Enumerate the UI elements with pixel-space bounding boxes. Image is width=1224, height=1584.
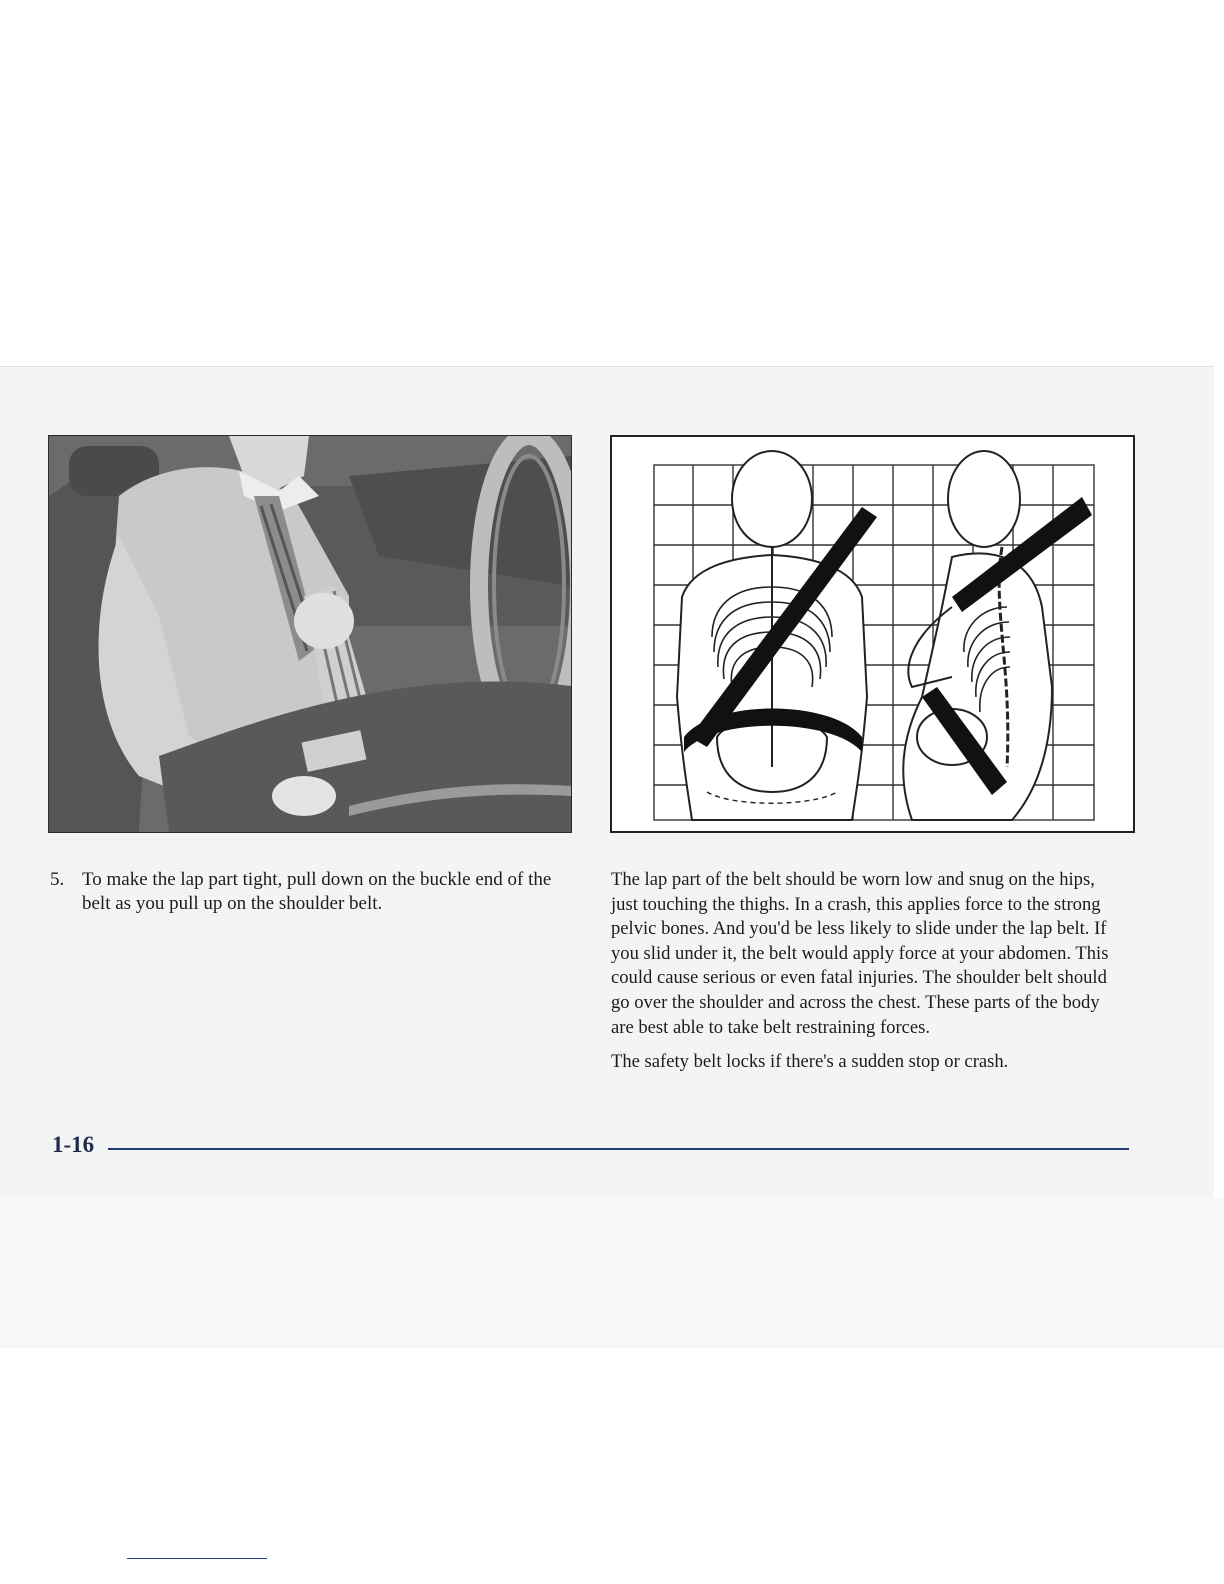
step-5-instruction (50, 868, 570, 916)
footer-rule (108, 1148, 1129, 1150)
page-number: 1-16 (52, 1132, 95, 1157)
seatbelt-photo-illustration (48, 435, 572, 833)
step-number: 5. (50, 869, 65, 890)
skeleton-belt-diagram (610, 435, 1135, 833)
lap-belt-paragraph: The lap part of the belt should be worn low and snug on the hips, just touching the thighs. In a crash, this applies force to the strong pelvic bones. And you'd be less likely to slide under the lap belt. If you slid under it, the belt would apply force at your abdomen. This could cause serious or even fatal injuries. The shoulder belt should go over the shoulder and across the chest. These parts of the body are best able to take belt restraining forces. (611, 869, 1109, 1038)
belt-locks-paragraph: The safety belt locks if there's a sudden stop or crash. (611, 1051, 1009, 1073)
right-column-text (611, 868, 1121, 1085)
bottom-divider (127, 1558, 267, 1559)
lower-band (0, 1198, 1224, 1348)
step-text: To make the lap part tight, pull down on the buckle end of the belt as you pull up on the shoulder belt. (82, 869, 552, 914)
